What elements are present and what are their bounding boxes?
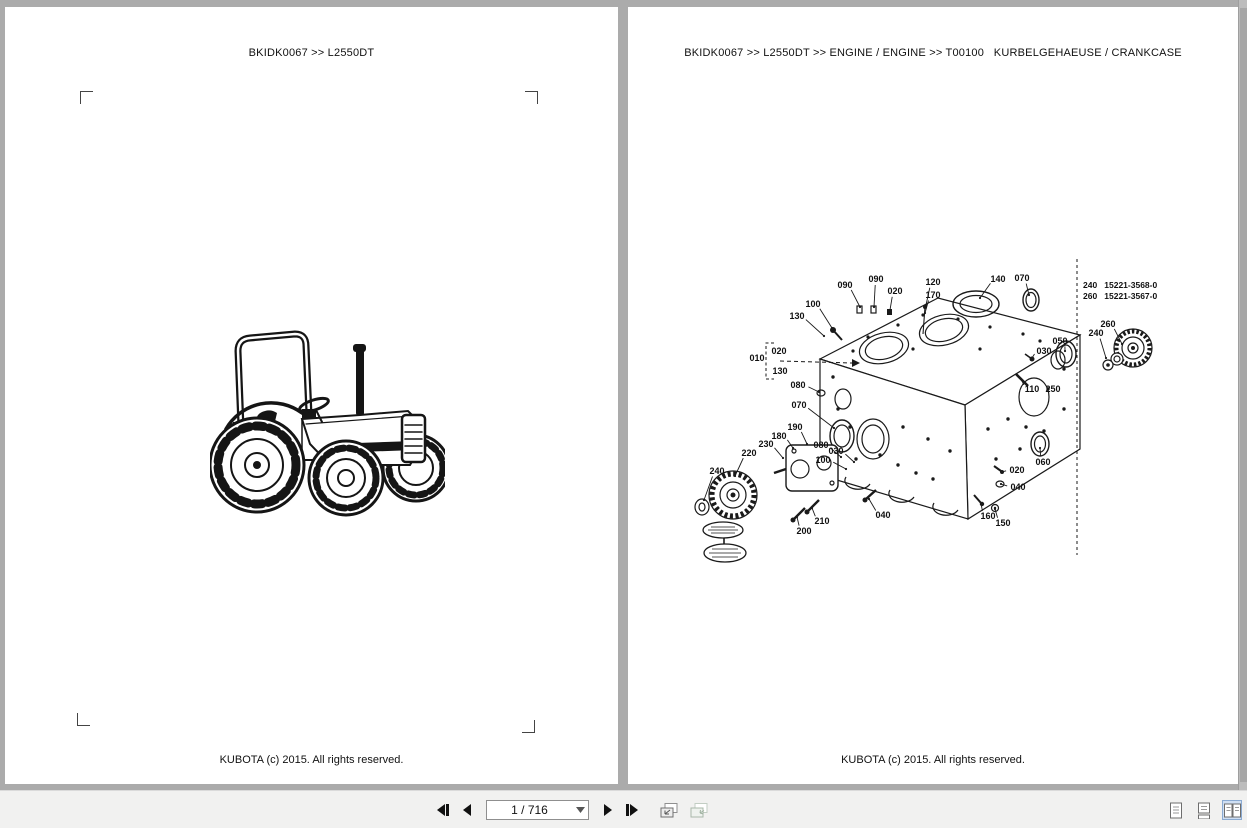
- single-page-layout-button[interactable]: [1166, 800, 1186, 820]
- svg-text:060: 060: [1035, 457, 1051, 467]
- tractor-illustration: [210, 319, 445, 519]
- svg-text:080: 080: [813, 440, 829, 450]
- previous-view-button[interactable]: [658, 798, 680, 822]
- next-page-button[interactable]: [596, 798, 618, 822]
- previous-view-icon: [659, 802, 679, 819]
- crankcase-exploded-diagram: [628, 7, 1238, 784]
- continuous-pages-icon: [1197, 802, 1211, 819]
- svg-text:050: 050: [1052, 336, 1068, 346]
- svg-text:260: 260: [1100, 319, 1116, 329]
- svg-text:170: 170: [925, 290, 941, 300]
- svg-text:240: 240: [709, 466, 725, 476]
- crop-mark-top-left: [80, 91, 93, 104]
- next-view-icon: [689, 802, 709, 819]
- svg-text:040: 040: [1010, 482, 1026, 492]
- last-page-button[interactable]: [621, 798, 643, 822]
- breadcrumb-right: BKIDK0067 >> L2550DT >> ENGINE / ENGINE >> T00100 KURBELGEHAEUSE / CRANKCASE: [684, 47, 1182, 59]
- svg-text:140: 140: [990, 274, 1006, 284]
- vertical-scrollbar[interactable]: [1238, 0, 1247, 790]
- breadcrumb-left: BKIDK0067 >> L2550DT: [248, 47, 375, 59]
- crop-mark-top-right: [525, 91, 538, 104]
- view-history-group: [658, 798, 710, 822]
- page-number-box: [486, 800, 589, 820]
- svg-text:200: 200: [796, 526, 812, 536]
- crop-mark-bottom-left: [77, 713, 90, 726]
- vertical-scrollbar-thumb[interactable]: [1240, 8, 1247, 782]
- svg-text:130: 130: [772, 366, 788, 376]
- svg-text:020: 020: [1009, 465, 1025, 475]
- svg-text:030: 030: [1036, 346, 1052, 356]
- continuous-layout-button[interactable]: [1194, 800, 1214, 820]
- last-page-icon: [623, 801, 641, 819]
- svg-text:090: 090: [868, 274, 884, 284]
- svg-text:020: 020: [887, 286, 903, 296]
- part-ref-260: 260 15221-3567-0: [1083, 291, 1158, 301]
- svg-text:100: 100: [815, 455, 831, 465]
- svg-text:250: 250: [1045, 384, 1061, 394]
- svg-text:110: 110: [1024, 384, 1040, 394]
- copyright-right: KUBOTA (c) 2015. All rights reserved.: [841, 754, 1025, 766]
- svg-text:020: 020: [771, 346, 787, 356]
- svg-text:100: 100: [805, 299, 821, 309]
- svg-text:240: 240: [1088, 328, 1104, 338]
- svg-text:080: 080: [790, 380, 806, 390]
- svg-text:220: 220: [741, 448, 757, 458]
- svg-text:150: 150: [995, 518, 1011, 528]
- page-dropdown-button[interactable]: [572, 801, 588, 819]
- next-page-icon: [598, 801, 616, 819]
- single-page-icon: [1169, 802, 1183, 819]
- bottom-toolbar: [0, 790, 1247, 828]
- svg-text:120: 120: [925, 277, 941, 287]
- svg-text:090: 090: [837, 280, 853, 290]
- svg-text:130: 130: [789, 311, 805, 321]
- first-page-icon: [434, 801, 452, 819]
- page-left-cover: [5, 7, 618, 784]
- first-page-button[interactable]: [432, 798, 454, 822]
- svg-text:010: 010: [749, 353, 765, 363]
- next-view-button[interactable]: [688, 798, 710, 822]
- svg-text:070: 070: [791, 400, 807, 410]
- svg-text:160: 160: [980, 511, 996, 521]
- svg-text:030: 030: [828, 446, 844, 456]
- page-layout-group: [1166, 791, 1242, 828]
- chevron-down-icon: [576, 807, 585, 813]
- svg-text:230: 230: [758, 439, 774, 449]
- facing-pages-layout-button[interactable]: [1222, 800, 1242, 820]
- crop-mark-bottom-right: [522, 720, 535, 733]
- svg-text:190: 190: [787, 422, 803, 432]
- page-number-input[interactable]: [487, 803, 572, 817]
- copyright-left: KUBOTA (c) 2015. All rights reserved.: [219, 754, 404, 766]
- page-navigation: [432, 791, 710, 828]
- previous-page-icon: [459, 801, 477, 819]
- svg-text:180: 180: [771, 431, 787, 441]
- facing-pages-icon: [1224, 803, 1241, 818]
- svg-text:210: 210: [814, 516, 830, 526]
- part-ref-240: 240 15221-3568-0: [1083, 280, 1158, 290]
- page-right-crankcase: [628, 7, 1238, 784]
- previous-page-button[interactable]: [457, 798, 479, 822]
- svg-text:070: 070: [1014, 273, 1030, 283]
- svg-text:040: 040: [875, 510, 891, 520]
